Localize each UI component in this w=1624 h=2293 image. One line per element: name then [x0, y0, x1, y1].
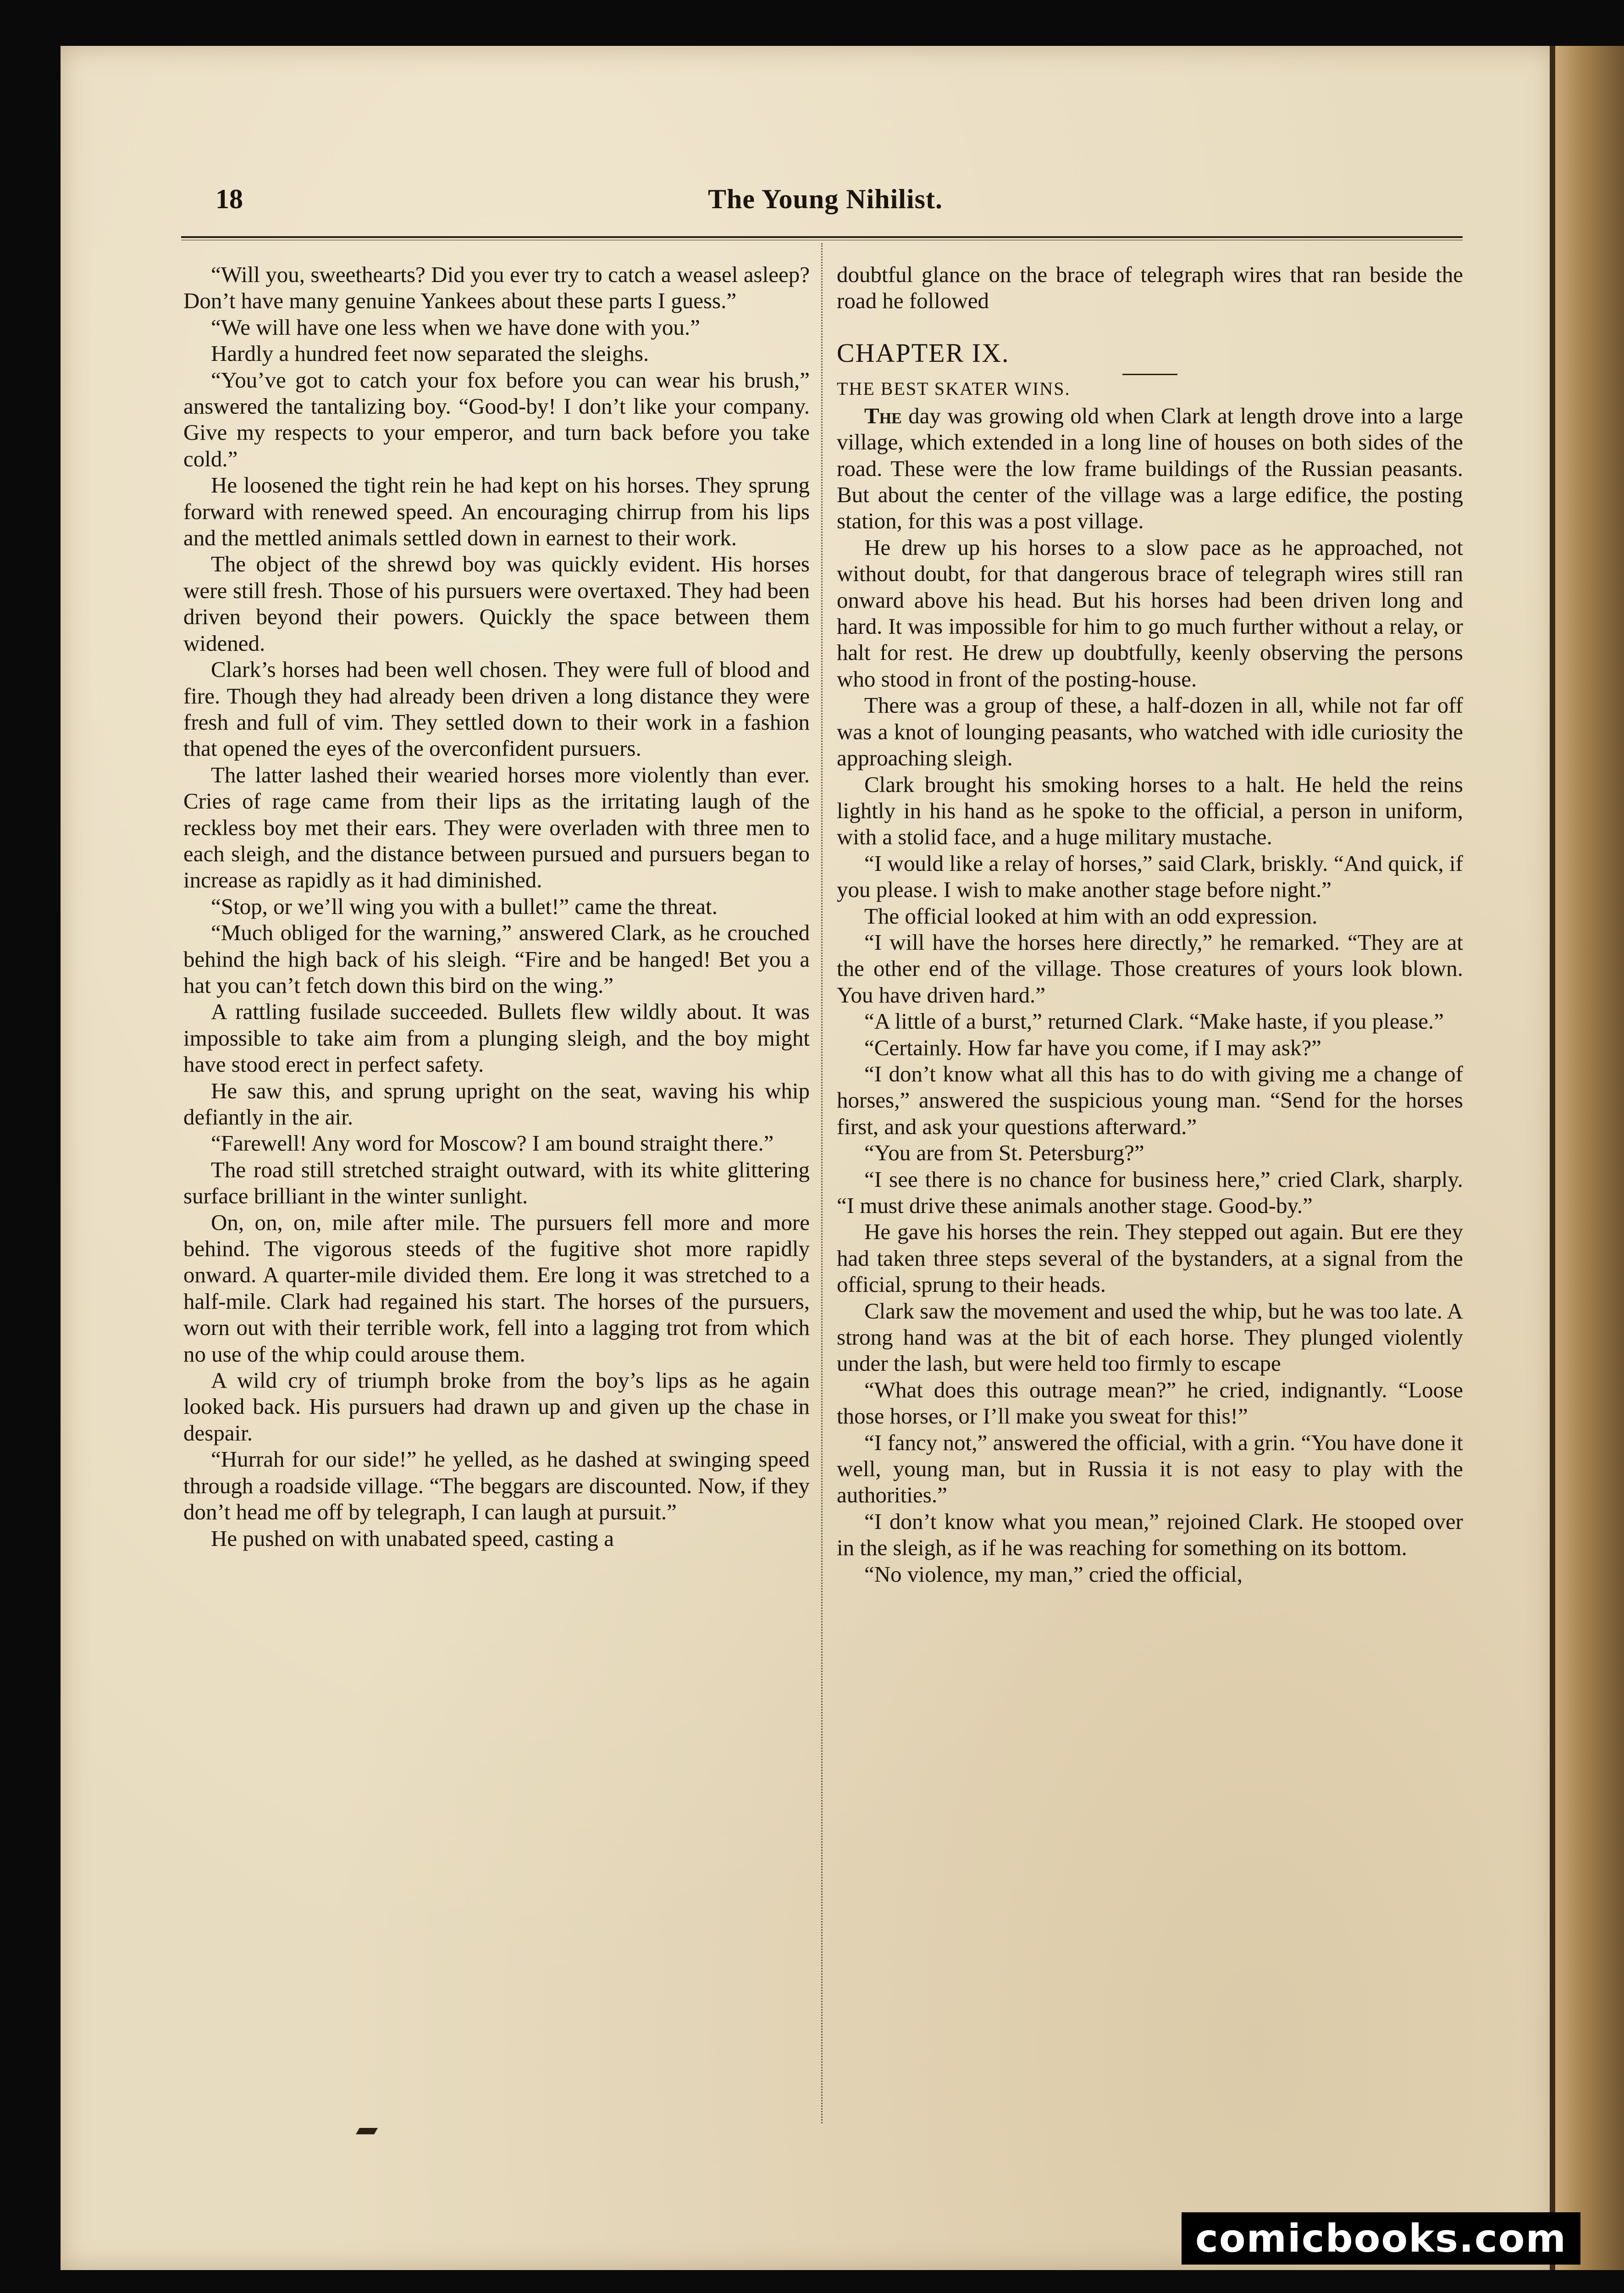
site-watermark: comicbooks.com: [1182, 2212, 1580, 2265]
book-spine: [1555, 46, 1624, 2270]
paragraph: Clark saw the movement and used the whip, but he was too late. A strong hand was at the bit of each horse. They plunged violently under the lash, but were held too firmly to escape: [837, 1298, 1463, 1376]
paragraph: “A little of a burst,” returned Clark. “Make haste, if you please.”: [864, 1008, 1444, 1034]
drop-word: The: [864, 403, 902, 428]
paragraph: The latter lashed their wearied horses more violently than ever. Cries of rage came from their lips as the irritating laugh of the reckless boy met their ears. They were overladen with three men to each sleigh, and the distance between pursued and pursuers began to increase as rapidly as it had diminished.: [183, 762, 810, 893]
paragraph: “I see there is no chance for business here,” cried Clark, sharply. “I must drive these animals another stage. Good-by.”: [837, 1166, 1463, 1218]
paragraph: “Certainly. How far have you come, if I may ask?”: [864, 1035, 1321, 1060]
running-header: [183, 183, 1467, 225]
paragraph: The object of the shrewd boy was quickly evident. His horses were still fresh. Those of his pursuers were overtaxed. They had been driven beyond their powers. Quickly the space between them widened.: [183, 551, 810, 656]
paragraph: He drew up his horses to a slow pace as he approached, not without doubt, for that dangerous brace of telegraph wires still ran onward above his head. But his horses had been driven long and hard. It was impossible for him to go much further without a relay, or halt for rest. He drew up doubtfully, keenly observing the persons who stood in front of the posting-house.: [837, 534, 1463, 692]
paragraph: A rattling fusilade succeeded. Bullets flew wildly about. It was impossible to take aim from a plunging sleigh, and the boy might have stood erect in perfect safety.: [183, 999, 810, 1077]
paragraph: “I will have the horses here directly,” he remarked. “They are at the other end of the village. Those creatures of yours look blown. You have driven hard.”: [837, 929, 1463, 1008]
paragraph: “You are from St. Petersburg?”: [864, 1140, 1144, 1166]
paragraph: Clark’s horses had been well chosen. They were full of blood and fire. Though they had already been driven a long distance they were fresh and full of vim. They settled down to their work in a fashion that opened the eyes of the overconfident pursuers.: [183, 657, 810, 761]
paragraph: “Stop, or we’ll wing you with a bullet!” came the threat.: [211, 893, 718, 919]
paragraph: Hardly a hundred feet now separated the sleighs.: [211, 341, 649, 366]
paragraph: “Hurrah for our side!” he yelled, as he dashed at swinging speed through a roadside village. “The beggars are discounted. Now, if they don’t head me off by telegraph, I can laugh at pursuit.”: [183, 1446, 810, 1525]
paragraph: There was a group of these, a half-dozen in all, while not far off was a knot of lounging peasants, who watched with idle curiosity the approaching sleigh.: [837, 692, 1463, 771]
paragraph: A wild cry of triumph broke from the boy’s lips as he again looked back. His pursuers had drawn up and given up the chase in despair.: [183, 1368, 810, 1446]
paragraph: “I don’t know what all this has to do with giving me a change of horses,” answered the suspicious young man. “Send for the horses first, and ask your questions afterward.”: [837, 1061, 1463, 1139]
paragraph: He gave his horses the rein. They stepped out again. But ere they had taken three steps several of the bystanders, at a signal from the official, sprung to their heads.: [837, 1219, 1463, 1297]
chapter-subtitle: THE BEST SKATER WINS.: [837, 378, 1071, 399]
paragraph: “I fancy not,” answered the official, with a grin. “You have done it well, young man, but in Russia it is not easy to play with the authorities.”: [837, 1429, 1463, 1508]
paragraph: “Farewell! Any word for Moscow? I am bound straight there.”: [211, 1130, 774, 1156]
paragraph: On, on, on, mile after mile. The pursuers fell more and more behind. The vigorous steeds of the fugitive shot more rapidly onward. A quarter-mile divided them. Ere long it was stretched to a half-mile. Clark had regained his start. The horses of the pursuers, worn out with their terrible work, fell into a lagging trot from which no use of the whip could arouse them.: [183, 1209, 810, 1367]
chapter-first-paragraph: [837, 403, 1463, 534]
paragraph: The road still stretched straight outward, with its white glittering surface brilliant in the winter sunlight.: [183, 1157, 810, 1209]
right-column: [837, 261, 1463, 1587]
paragraph: “I would like a relay of horses,” said Clark, briskly. “And quick, if you please. I wish to make another stage before night.”: [837, 850, 1463, 903]
paragraph: He loosened the tight rein he had kept on his horses. They sprung forward with renewed speed. An encouraging chirrup from his lips and the mettled animals settled down in earnest to their work.: [183, 472, 810, 551]
column-divider: [821, 243, 823, 2123]
header-rule: [181, 236, 1463, 238]
paragraph: He saw this, and sprung upright on the seat, waving his whip defiantly in the air.: [183, 1078, 810, 1130]
printer-ornament: [356, 2128, 378, 2134]
paragraph: “You’ve got to catch your fox before you can wear his brush,” answered the tantalizing boy. “Good-by! I don’t like your company. Give my respects to your emperor, and turn back before you take cold.”: [183, 367, 810, 471]
paragraph: The official looked at him with an odd expression.: [864, 903, 1318, 929]
running-title: The Young Nihilist.: [708, 184, 943, 214]
paragraph: Clark brought his smoking horses to a halt. He held the reins lightly in his hand as he spoke to the official, a person in uniform, with a stolid face, and a huge military mustache.: [837, 771, 1463, 850]
chapter-title: CHAPTER IX.: [837, 338, 1010, 368]
paragraph: “We will have one less when we have done with you.”: [211, 314, 700, 340]
left-column: [183, 261, 810, 1551]
page-number: 18: [215, 184, 243, 214]
page-gutter: [1550, 46, 1555, 2270]
paragraph: “What does this outrage mean?” he cried, indignantly. “Loose those horses, or I’ll make you sweat for this!”: [837, 1377, 1463, 1429]
paragraph: He pushed on with unabated speed, casting a: [211, 1525, 614, 1551]
paragraph: “No violence, my man,” cried the official,: [864, 1561, 1243, 1587]
paragraph: “Will you, sweethearts? Did you ever try to catch a weasel asleep? Don’t have many genuine Yankees about these parts I guess.”: [183, 262, 810, 314]
paragraph: “I don’t know what you mean,” rejoined Clark. He stooped over in the sleigh, as if he was reaching for something on its bottom.: [837, 1508, 1463, 1561]
paragraph: “Much obliged for the warning,” answered Clark, as he crouched behind the high back of his sleigh. “Fire and be hanged! Bet you a hat you can’t fetch down this bird on the wing.”: [183, 920, 810, 998]
paragraph: doubtful glance on the brace of telegraph wires that ran beside the road he followed: [837, 262, 1463, 314]
paragraph-text: day was growing old when Clark at length drove into a large village, which extended in a long line of houses on both sides of the road. These were the low frame buildings of the Russian peasants. But about the center of the village was a large edifice, the posting station, for this was a post village.: [837, 403, 1463, 534]
